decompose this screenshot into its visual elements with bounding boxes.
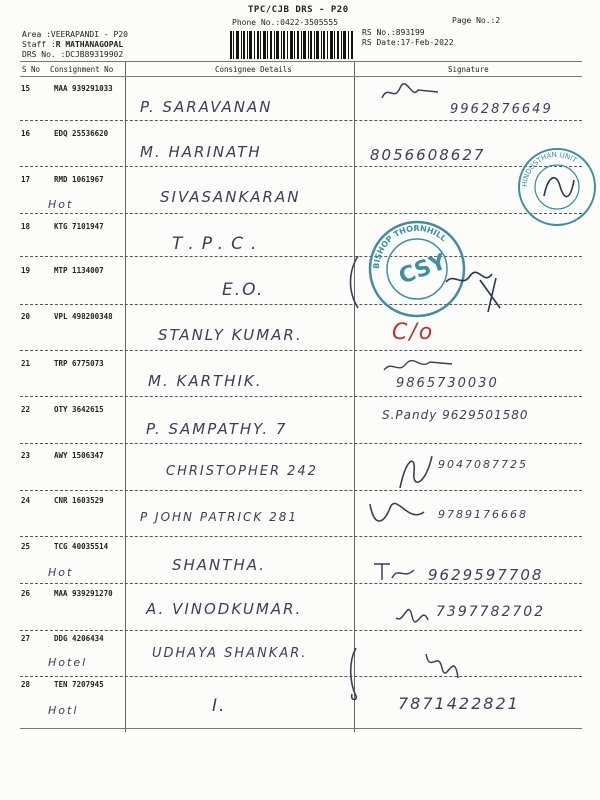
row-divider (20, 583, 582, 584)
row-consignee: M. KARTHIK. (148, 372, 263, 390)
row-consignee: P. SAMPATHY. 7 (146, 420, 288, 438)
row-divider (20, 536, 582, 537)
row-consignment: TCG 40035514 (54, 542, 109, 551)
rs-date: RS Date:17-Feb-2022 (362, 38, 454, 47)
row-signature: C/o (392, 320, 435, 345)
row-consignment: TRP 6775073 (54, 359, 104, 368)
row-divider (20, 120, 582, 121)
row-sno: 26 (21, 589, 31, 598)
row-consignment: EDQ 25536620 (54, 129, 109, 138)
column-divider (125, 62, 126, 732)
col-sno-header: S No (22, 65, 41, 74)
row-signature: 9047087725 (438, 458, 528, 471)
unit-stamp-icon (516, 146, 598, 228)
row-consignee: STANLY KUMAR. (158, 326, 303, 344)
row-note: Hotl (48, 704, 79, 717)
row-consignment: VPL 498200348 (54, 312, 113, 321)
row-divider (20, 396, 582, 397)
row-signature: 8056608627 (370, 146, 486, 164)
row-sno: 20 (21, 312, 31, 321)
row-consignee: P JOHN PATRICK 281 (140, 510, 298, 524)
staff-label (22, 40, 123, 49)
signature-scribble-icon (440, 262, 510, 314)
bracket-mark-icon (346, 252, 364, 312)
row-consignment: MAA 939291270 (54, 589, 113, 598)
signature-scribble-icon (392, 448, 436, 494)
row-consignee: SHANTHA. (172, 556, 267, 574)
row-divider (20, 490, 582, 491)
header-rule (20, 76, 582, 77)
barcode-icon (230, 31, 354, 59)
row-divider (20, 256, 582, 257)
row-consignee: CHRISTOPHER 242 (166, 464, 318, 479)
row-divider (20, 350, 582, 351)
row-sno: 24 (21, 496, 31, 505)
col-consignee-header: Consignee Details (215, 65, 292, 74)
row-signature: 9789176668 (438, 508, 528, 521)
row-consignee: P. SARAVANAN (140, 98, 273, 116)
row-sno: 28 (21, 680, 31, 689)
row-consignee: E.O. (222, 280, 265, 300)
row-note: Hot (48, 566, 74, 579)
row-signature: 9629597708 (428, 566, 544, 584)
drs-number: DRS No. :DCJB89319902 (22, 50, 124, 59)
row-note: Hot (48, 198, 74, 211)
row-sno: 25 (21, 542, 31, 551)
row-divider (20, 166, 582, 167)
row-signature: 7871422821 (398, 694, 520, 713)
row-sno: 23 (21, 451, 31, 460)
signature-scribble-icon (364, 494, 436, 536)
row-consignment: MAA 939291033 (54, 84, 113, 93)
staff-name: R MATHANAGOPAL (55, 40, 124, 49)
row-note: Hotel (48, 656, 88, 669)
row-sno: 16 (21, 129, 31, 138)
row-consignment: TEN 7207945 (54, 680, 104, 689)
row-consignment: KTG 7101947 (54, 222, 104, 231)
row-consignee: T.P.C. (172, 234, 265, 254)
row-signature: S.Pandy 9629501580 (382, 408, 529, 422)
row-signature: 9865730030 (396, 376, 499, 391)
signature-scribble-icon (392, 594, 432, 628)
bracket-mark-icon (346, 644, 362, 700)
page-number: Page No.:2 (452, 16, 501, 25)
stamp-ring-text: BISHOP THORNHILL (371, 223, 449, 270)
staff-prefix: Staff : (22, 40, 56, 49)
row-sno: 19 (21, 266, 31, 275)
row-sno: 21 (21, 359, 31, 368)
row-consignment: OTY 3642615 (54, 405, 104, 414)
row-consignee: A. VINODKUMAR. (146, 600, 303, 618)
phone-number: Phone No.:0422-3505555 (232, 18, 338, 27)
row-sno: 18 (21, 222, 31, 231)
rs-number: RS No.:893199 (362, 28, 425, 37)
signature-scribble-icon (380, 354, 460, 378)
table-bottom-rule (20, 728, 582, 729)
row-consignment: AWY 1506347 (54, 451, 104, 460)
row-consignment: MTP 1134007 (54, 266, 104, 275)
row-signature: 9962876649 (450, 102, 553, 117)
stamp-ring-text: HINDUSTHAN UNIT (520, 150, 579, 188)
row-consignment: DDG 4206434 (54, 634, 104, 643)
row-sno: 27 (21, 634, 31, 643)
row-consignee: M. HARINATH (140, 143, 262, 161)
area-label: Area :VEERAPANDI - P20 (22, 30, 128, 39)
table-top-rule (20, 61, 582, 62)
row-sno: 15 (21, 84, 31, 93)
row-signature: 7397782702 (436, 604, 546, 620)
signature-scribble-icon (378, 80, 448, 108)
row-sno: 17 (21, 175, 31, 184)
row-divider (20, 630, 582, 631)
row-divider (20, 213, 582, 214)
row-divider (20, 676, 582, 677)
row-consignee: I. (212, 696, 227, 716)
row-consignee: SIVASANKARAN (160, 188, 301, 206)
signature-scribble-icon (420, 644, 464, 684)
signature-scribble-icon (370, 558, 420, 584)
row-consignee: UDHAYA SHANKAR. (152, 646, 308, 661)
manifest-title: TPC/CJB DRS - P20 (248, 5, 349, 15)
row-sno: 22 (21, 405, 31, 414)
col-signature-header: Signature (448, 65, 489, 74)
row-divider (20, 443, 582, 444)
row-consignment: RMD 1061967 (54, 175, 104, 184)
svg-text:CSY: CSY (395, 249, 450, 290)
col-consignment-header: Consignment No (50, 65, 114, 74)
column-divider (354, 62, 355, 732)
row-consignment: CNR 1603529 (54, 496, 104, 505)
